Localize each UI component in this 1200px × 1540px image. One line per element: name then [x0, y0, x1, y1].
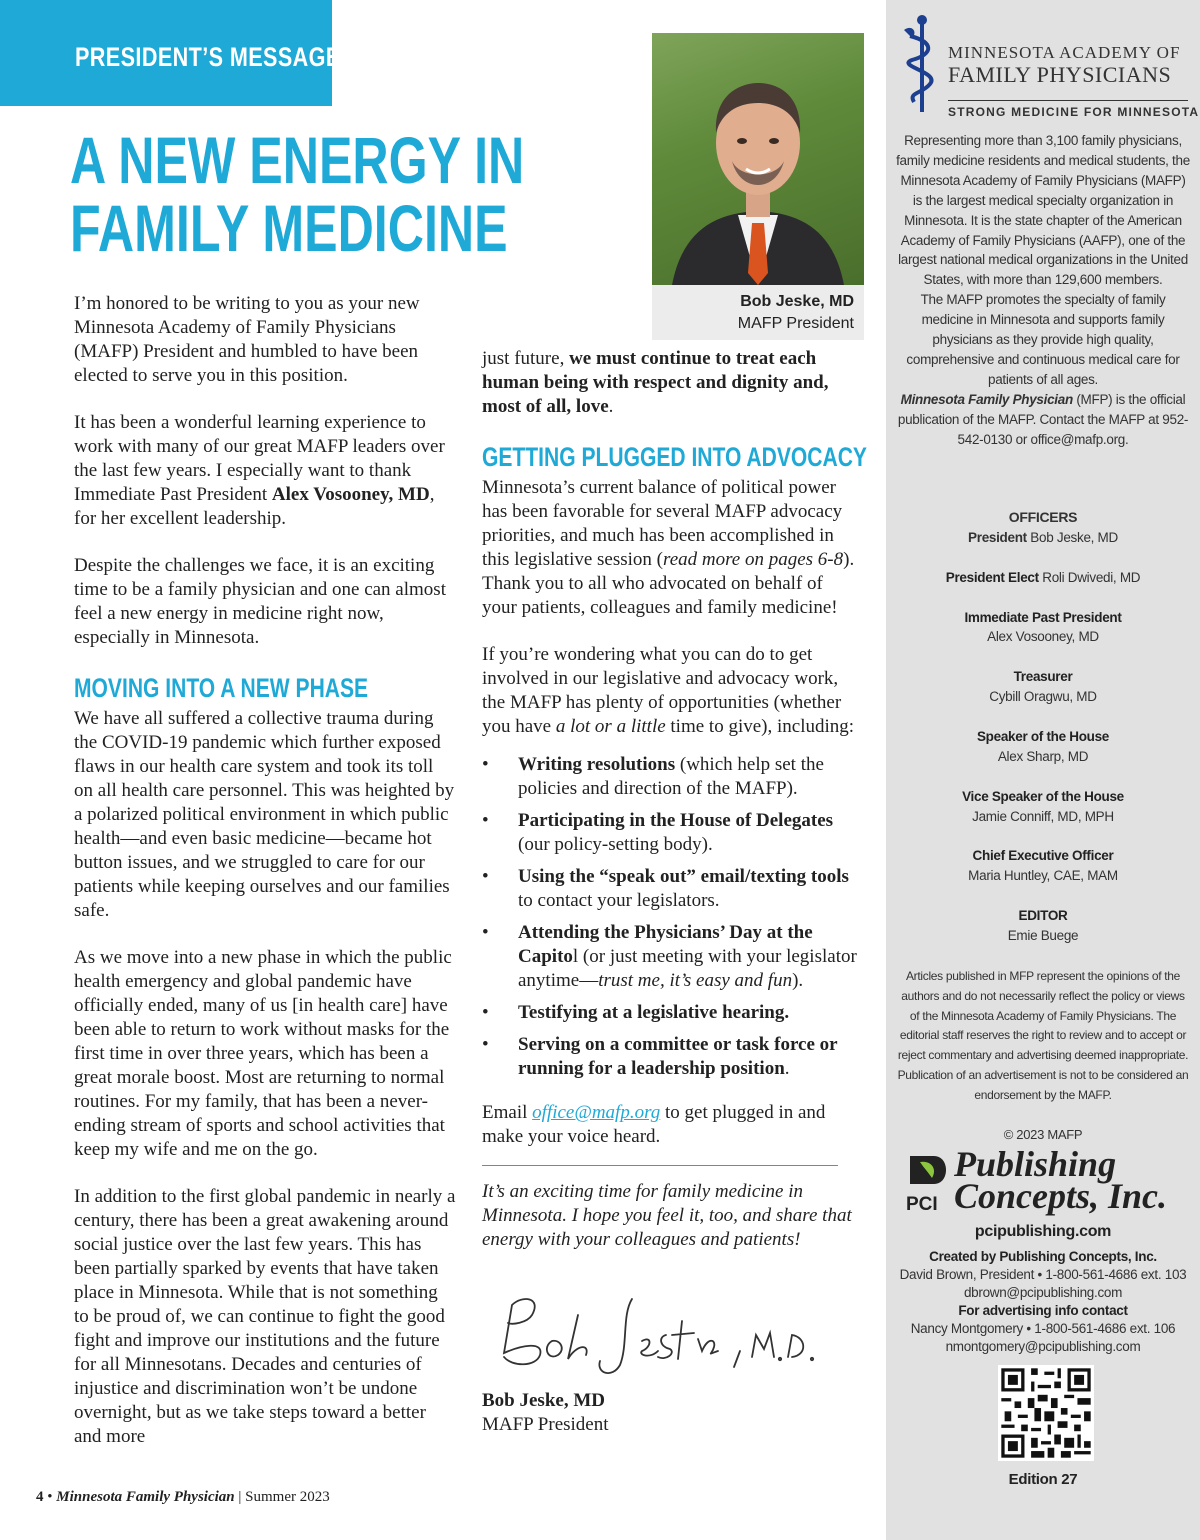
email-link[interactable]: office@mafp.org [532, 1102, 661, 1123]
officer-name: Roli Dwivedi, MD [1038, 569, 1141, 585]
section-tag-bar [0, 0, 341, 106]
pci-wordmark-line-1: Publishing [954, 1144, 1117, 1184]
org-name-line-2: FAMILY PHYSICIANS [948, 62, 1172, 87]
officer-entry [896, 608, 1190, 648]
photo-caption [652, 285, 864, 340]
paragraph-bold: Alex Vosooney, MD [271, 484, 430, 505]
org-name [948, 42, 1188, 86]
headline-line-2: FAMILY MEDICINE [70, 191, 508, 265]
officer-name: Maria Huntley, CAE, MAM [968, 868, 1118, 884]
publisher-contact [896, 1248, 1190, 1356]
qr-code-icon[interactable] [998, 1365, 1094, 1461]
copyright: © 2023 MAFP [1003, 1127, 1083, 1142]
list-item-bold: Attending the Physicians’ Day at the Capito [518, 922, 813, 967]
signature-illustration [482, 1275, 832, 1383]
officers-list [896, 508, 1190, 946]
section-tag: PRESIDENT’S MESSAGE [75, 42, 341, 72]
publication-contact: (MFP) is the official publication of the MAFP. Contact the MAFP at 952-542-0130 or office@mafp.org. [897, 391, 1189, 447]
advocacy-list [482, 753, 862, 1081]
org-description-text: Representing more than 3,100 family physicians, family medicine residents and medical students, the Minnesota Academy of Family Physicians (MAFP) is the largest medical specialty organization in Minnesota. It is the state chapter of the American Academy of Family Physicians (AAFP), one of the largest national medical organizations in the United States, with more than 129,600 members. [896, 133, 1190, 288]
closing-statement: It’s an exciting time for family medicine in Minnesota. I hope you feel it, too, and share that energy with your colleagues and patients! [482, 1181, 852, 1250]
disclaimer: Articles published in MFP represent the opinions of the authors and do not necessarily reflect the policy or views of the Minnesota Academy of Family Physicians. The editorial staff reserves the right to review and to accept or reject commentary and advertising deemed inappropriate. Publication of an advertisement is not to be considered an endorsement by the MAFP. [897, 969, 1189, 1102]
list-item [482, 865, 862, 913]
list-item-text: (which help set the policies and direction of the MAFP). [518, 754, 824, 799]
officer-name: Emie Buege [1007, 927, 1079, 943]
officer-name: Alex Sharp, MD [997, 748, 1089, 764]
page-footer [36, 1489, 330, 1506]
paragraph: We have all suffered a collective trauma during the COVID-19 pandemic which further exposed flaws in our health care system and took its toll on all health care personnel. This was heighted by a polarized political environment in which public health—and even basic medicine—became hot button issues, and we struggled to care for our patients while keeping ourselves and our families safe. [74, 708, 455, 921]
article-column-2 [482, 347, 867, 1437]
pci-wordmark-line-2: Concepts, Inc. [954, 1176, 1168, 1216]
pci-wordmark [954, 1144, 1168, 1216]
caduceus-logo-icon [900, 14, 944, 114]
publication-name: Minnesota Family Physician [900, 391, 1073, 407]
paragraph-text: It has been a wonderful learning experience to work with many of our great MAFP leaders over the last few years. I especially want to thank Immediate Past President [74, 412, 445, 505]
list-item [482, 809, 862, 857]
paragraph: In addition to the first global pandemic in nearly a century, there has been a great awakening around social justice over the last few years. This has been partially sparked by events that have taken place in Minnesota. While that is not something to be proud of, we can continue to fight the good fight and improve our institutions and the future for all Minnesotans. Decades and centuries of injustice and discrimination won’t be undone overnight, but as we take steps toward a better and more [74, 1186, 456, 1447]
paragraph-text: If you’re wondering what you can do to get involved in our legislative and advocacy work, the MAFP has plenty of opportunities (whether you have [482, 644, 842, 737]
paragraph-text: Minnesota’s current balance of political power has been favorable for several MAFP advocacy priorities, and much has been accomplished in this legislative session ( [482, 477, 843, 570]
pci-logo-mark-icon [904, 1150, 954, 1220]
officer-role: Chief Executive Officer [972, 848, 1114, 864]
contact-line: David Brown, President • 1-800-561-4686 ext. 103 [899, 1267, 1187, 1282]
officer-role: Speaker of the House [976, 728, 1110, 744]
headline-line-1: A NEW ENERGY IN [70, 123, 525, 197]
divider [482, 1165, 838, 1166]
list-item [482, 753, 862, 801]
president-portrait-illustration [652, 33, 864, 285]
officer-role: Vice Speaker of the House [962, 788, 1124, 804]
paragraph-text: time to give), including: [665, 716, 855, 737]
officers-heading: OFFICERS [1008, 509, 1078, 525]
officer-role: President [968, 529, 1027, 545]
officer-name: Jamie Conniff, MD, MPH [972, 808, 1114, 824]
officer-role: Immediate Past President [964, 609, 1122, 625]
paragraph [482, 643, 862, 739]
photo-caption-name: Bob Jeske, MD [740, 293, 854, 310]
list-item [482, 1001, 862, 1025]
list-item-bold: Testifying at a legislative hearing. [518, 1002, 790, 1023]
officer-role: Treasurer [1013, 669, 1073, 685]
officer-role: EDITOR [1018, 908, 1068, 924]
officer-entry [896, 528, 1190, 548]
list-item [482, 1033, 862, 1081]
paragraph [482, 1101, 862, 1149]
footer-separator: • [43, 1489, 57, 1505]
issue-date: Summer 2023 [245, 1489, 330, 1505]
sidebar [886, 0, 1200, 1540]
officer-entry [896, 846, 1190, 886]
org-description [896, 131, 1190, 450]
list-item-text: l (or just meeting with your legislator anytime— [518, 946, 857, 991]
signature-block [482, 1389, 862, 1437]
list-item-text: (our policy-setting body). [518, 834, 713, 855]
paragraph-text: ). Thank you to all who advocated on behalf of your patients, colleagues and family medicine! [482, 549, 855, 618]
officer-entry [896, 568, 1190, 588]
paragraph [482, 347, 862, 419]
paragraph-italic: a lot or a little [555, 716, 666, 737]
paragraph: I’m honored to be writing to you as your new Minnesota Academy of Family Physicians (MAFP) President and humbled to have been elected to serve you in this position. [74, 293, 420, 386]
publication-note [896, 390, 1190, 450]
paragraph-text: to get plugged in and make your voice heard. [482, 1102, 826, 1147]
signature-name: Bob Jeske, MD [482, 1390, 605, 1411]
contact-email[interactable]: nmontgomery@pcipublishing.com [945, 1339, 1141, 1354]
officer-entry [896, 727, 1190, 767]
officer-name: Alex Vosooney, MD [987, 629, 1099, 645]
paragraph: As we move into a new phase in which the public health emergency and global pandemic have officially ended, many of us [in health care] have been able to return to work without masks for the first time in over three years, which has been a great morale boost. Most are returning to normal routines. For my family, that has been a never-ending stream of sports and school activities that keep my wife and me on the go. [74, 947, 452, 1160]
org-tagline: STRONG MEDICINE FOR MINNESOTA [948, 100, 1188, 119]
contact-heading: For advertising info contact [958, 1303, 1128, 1318]
list-item-bold: Serving on a committee or task force or running for a leadership position [518, 1034, 838, 1079]
contact-email[interactable]: dbrown@pcipublishing.com [963, 1285, 1123, 1300]
edition-number: Edition 27 [1008, 1471, 1078, 1488]
list-item [482, 921, 862, 993]
officer-name: Cybill Oragwu, MD [989, 689, 1097, 705]
list-item-text: ). [792, 970, 804, 991]
officer-entry [896, 787, 1190, 827]
paragraph [74, 411, 456, 531]
list-item-text: . [784, 1058, 790, 1079]
officer-role: President Elect [945, 569, 1039, 585]
list-item-bold: Participating in the House of Delegates [518, 810, 834, 831]
signature-title: MAFP President [482, 1414, 609, 1435]
org-name-line-1: MINNESOTA ACADEMY OF [948, 43, 1181, 62]
list-item-bold: Using the “speak out” email/texting tools [518, 866, 849, 887]
paragraph-text: just future, [482, 348, 570, 369]
paragraph-bold: we must continue to treat each human being with respect and dignity and, most of all, love [482, 348, 829, 417]
pci-abbreviation: PCI [906, 1194, 938, 1215]
subhead-advocacy: GETTING PLUGGED INTO ADVOCACY [482, 442, 867, 472]
list-item-bold: Writing resolutions [518, 754, 676, 775]
president-photo [652, 33, 864, 285]
paragraph [482, 476, 862, 620]
publication-title: Minnesota Family Physician [56, 1489, 235, 1505]
paragraph-italic: read more on pages 6-8 [663, 549, 844, 570]
paragraph: Despite the challenges we face, it is an exciting time to be a family physician and one can almost feel a new energy in medicine right now, especially in Minnesota. [74, 555, 446, 648]
org-mission-text: The MAFP promotes the specialty of family medicine in Minnesota and supports family physicians as they provide high quality, comprehensive and continuous medical care for patients of all ages. [906, 292, 1180, 387]
article-column-1 [74, 292, 456, 1472]
subhead-new-phase: MOVING INTO A NEW PHASE [74, 673, 369, 703]
page-number: 4 [36, 1489, 44, 1505]
officer-name: Bob Jeske, MD [1026, 529, 1118, 545]
list-item-text: to contact your legislators. [518, 890, 720, 911]
paragraph-text: . [608, 396, 614, 417]
contact-heading: Created by Publishing Concepts, Inc. [929, 1249, 1157, 1264]
page-title [70, 123, 525, 265]
paragraph-text: , for her excellent leadership. [74, 484, 435, 529]
pci-logo [904, 1144, 1194, 1220]
officer-entry [896, 906, 1190, 946]
officer-entry [896, 667, 1190, 707]
mafp-logo [900, 14, 1200, 124]
footer-divider: | [234, 1489, 246, 1505]
list-item-italic: trust me, it’s easy and fun [598, 970, 793, 991]
contact-line: Nancy Montgomery • 1-800-561-4686 ext. 106 [910, 1321, 1176, 1336]
pci-url[interactable]: pcipublishing.com [974, 1223, 1112, 1240]
paragraph-text: Email [482, 1102, 533, 1123]
photo-caption-title: MAFP President [737, 315, 854, 332]
